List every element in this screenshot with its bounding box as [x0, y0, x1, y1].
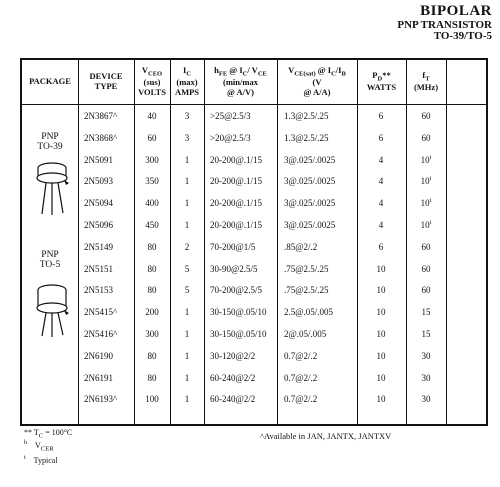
ic-cell — [167, 285, 207, 295]
column-header-ft — [406, 60, 446, 104]
device-type-cell — [84, 329, 117, 339]
cell-text: >25@2.5/3 — [210, 111, 251, 121]
cell-text: 6 — [378, 132, 384, 143]
cell-text: 80 — [147, 241, 157, 252]
cell-text: 30 — [421, 350, 431, 361]
ft-cell — [406, 285, 446, 295]
pd-cell — [361, 242, 401, 252]
cell-text: 3@.025/.0025 — [284, 154, 336, 165]
ft-cell — [406, 155, 446, 165]
cell-text: 100 — [145, 394, 159, 405]
cell-text: 10 — [420, 198, 430, 209]
column-divider — [357, 60, 358, 424]
vceo-cell — [132, 329, 172, 339]
vcesat-cell — [284, 307, 333, 317]
package-label-to39 — [22, 132, 78, 153]
cell-text: 60 — [421, 132, 431, 143]
device-type-cell — [84, 351, 113, 361]
column-header-pd — [357, 60, 406, 104]
vceo-cell — [132, 176, 172, 186]
cell-text: 4 — [378, 154, 384, 165]
cell-text: 20-200@.1/15 — [210, 198, 263, 209]
vceo-cell — [132, 111, 172, 121]
cell-text: 1.3@2.5/.25 — [284, 111, 329, 121]
cell-text: 60-240@2/2 — [210, 394, 256, 405]
column-divider — [277, 60, 278, 424]
vceo-cell — [132, 351, 172, 361]
cell-text: 10 — [376, 263, 386, 274]
cell-text: 1 — [184, 176, 190, 187]
ft-cell — [406, 307, 446, 317]
header-subtitle: PNP TRANSISTOR — [397, 18, 492, 31]
ft-cell — [406, 351, 446, 361]
cell-text: 10 — [376, 350, 386, 361]
cell-text: 2N5093 — [84, 176, 113, 187]
footnote-tc — [24, 429, 72, 440]
cell-text: 2.5@.05/.005 — [284, 307, 334, 318]
cell-text: 2N3867^ — [84, 111, 118, 121]
hfe-cell — [210, 242, 255, 252]
spec-table — [20, 58, 488, 426]
vceo-cell — [132, 242, 172, 252]
column-header-package — [22, 60, 78, 104]
pd-cell — [361, 176, 401, 186]
cell-text: 70-200@2.5/5 — [210, 285, 263, 296]
vcesat-cell — [284, 394, 317, 404]
pd-cell — [361, 373, 401, 383]
ft-cell — [406, 394, 446, 404]
cell-text: 3@.025/.0025 — [284, 176, 336, 187]
footnote-sub: C — [38, 432, 44, 440]
footnote-text: V — [35, 440, 41, 450]
hfe-cell — [210, 220, 262, 230]
cell-text: 4 — [378, 220, 384, 230]
hfe-cell — [210, 351, 255, 361]
cell-text: 80 — [147, 285, 157, 296]
vceo-cell — [132, 133, 172, 143]
column-header-label: $f_T$ (MHz) — [413, 70, 439, 93]
ic-cell — [167, 111, 207, 121]
ic-cell — [167, 264, 207, 274]
cell-text: 10 — [376, 372, 386, 383]
pd-cell — [361, 133, 401, 143]
cell-text: 80 — [147, 372, 157, 383]
column-header-label: $P_D**$ WATTS — [366, 70, 397, 93]
transistor-to5-icon — [30, 282, 74, 338]
cell-text: 15 — [421, 307, 431, 318]
cell-text: 300 — [145, 154, 159, 165]
cell-text: 6 — [378, 111, 384, 121]
header-package: TO-39/TO-5 — [433, 30, 492, 43]
vceo-cell — [132, 264, 172, 274]
ft-cell — [406, 133, 446, 143]
column-header-hfe — [204, 60, 277, 104]
footnote-sub: CER — [40, 445, 54, 453]
column-header-ic — [170, 60, 204, 104]
cell-text: 10 — [420, 176, 430, 187]
column-header-label: $V_{CE(sat)}$ @ $I_C/I_B$ (V @ A/A) — [288, 65, 346, 98]
device-type-cell — [84, 307, 117, 317]
vceo-cell — [132, 155, 172, 165]
device-type-cell — [84, 133, 117, 143]
page-header — [397, 4, 492, 43]
vcesat-cell — [284, 329, 326, 339]
footnote-availability: ^Available in JAN, JANTX, JANTXV — [260, 431, 392, 441]
cell-text: 60-240@2/2 — [210, 372, 256, 383]
ft-cell — [406, 176, 446, 186]
footnote-text: T — [33, 428, 39, 437]
cell-text: 20-200@.1/15 — [210, 154, 263, 165]
typical-mark: t — [429, 198, 432, 205]
cell-text: 0.7@2/.2 — [284, 372, 318, 383]
ic-cell — [167, 133, 207, 143]
hfe-cell — [210, 264, 258, 274]
cell-text: >20@2.5/3 — [210, 132, 251, 143]
cell-text: 2N5416^ — [84, 329, 118, 339]
pd-cell — [361, 394, 401, 404]
cell-text: 3@.025/.0025 — [284, 198, 336, 209]
pd-cell — [361, 351, 401, 361]
vceo-cell — [132, 394, 172, 404]
vcesat-cell — [284, 220, 335, 230]
vcesat-cell — [284, 198, 335, 208]
cell-text: 1 — [184, 307, 190, 318]
cell-text: 20-200@.1/15 — [210, 176, 263, 187]
footnote-mark: h — [24, 440, 27, 446]
ft-cell — [406, 198, 446, 208]
cell-text: 4 — [378, 198, 384, 209]
cell-text: 5 — [184, 285, 190, 296]
cell-text: 1 — [184, 198, 190, 209]
cell-text: 10 — [420, 220, 430, 230]
cell-text: 2N6190 — [84, 350, 113, 361]
footnote-mark: ** — [24, 428, 32, 437]
column-header-vceo — [134, 60, 170, 104]
cell-text: 2N5153 — [84, 285, 113, 296]
cell-text: 0.7@2/.2 — [284, 394, 318, 405]
ic-cell — [167, 307, 207, 317]
vcesat-cell — [284, 264, 329, 274]
typical-mark: t — [429, 154, 432, 161]
vcesat-cell — [284, 351, 317, 361]
cell-text: 2N5415^ — [84, 307, 118, 318]
ft-cell — [406, 373, 446, 383]
cell-text: 2@.05/.005 — [284, 329, 327, 339]
ic-cell — [167, 155, 207, 165]
cell-text: 30 — [421, 372, 431, 383]
cell-text: 400 — [145, 198, 159, 209]
ic-cell — [167, 373, 207, 383]
column-header-label: $I_C$ (max) AMPS — [174, 65, 200, 98]
footnote-mark: t — [24, 455, 26, 461]
device-type-cell — [84, 285, 113, 295]
cell-text: 15 — [421, 329, 431, 339]
cell-text: 2N5151 — [84, 263, 113, 274]
device-type-cell — [84, 176, 113, 186]
vceo-cell — [132, 307, 172, 317]
pd-cell — [361, 220, 401, 230]
column-header-vcesat — [277, 60, 357, 104]
cell-text: 60 — [421, 285, 431, 296]
cell-text: 30 — [421, 394, 431, 405]
cell-text: 60 — [421, 263, 431, 274]
cell-text: 30-150@.05/10 — [210, 329, 267, 339]
ic-cell — [167, 329, 207, 339]
cell-text: 10 — [376, 329, 386, 339]
ic-cell — [167, 351, 207, 361]
footnote-vcer — [24, 440, 54, 453]
hfe-cell — [210, 198, 262, 208]
cell-text: .85@2/.2 — [284, 241, 318, 252]
vceo-cell — [132, 198, 172, 208]
pd-cell — [361, 285, 401, 295]
footnote-rest: = 100°C — [43, 428, 73, 437]
cell-text: 60 — [147, 132, 157, 143]
hfe-cell — [210, 133, 251, 143]
cell-text: 1.3@2.5/.25 — [284, 132, 329, 143]
ic-cell — [167, 176, 207, 186]
cell-text: 5 — [184, 263, 190, 274]
column-header-label: PACKAGE — [29, 76, 71, 87]
cell-text: .75@2.5/.25 — [284, 285, 329, 296]
cell-text: .75@2.5/.25 — [284, 263, 329, 274]
vcesat-cell — [284, 242, 317, 252]
header-divider — [22, 104, 486, 105]
cell-text: 60 — [421, 241, 431, 252]
cell-text: 1 — [184, 329, 190, 339]
cell-text: 350 — [145, 176, 159, 187]
cell-text: 30-90@2.5/5 — [210, 263, 258, 274]
cell-text: 80 — [147, 263, 157, 274]
cell-text: 10 — [376, 307, 386, 318]
cell-text: 30-150@.05/10 — [210, 307, 267, 318]
column-header-label: DEVICE TYPE — [89, 71, 123, 91]
footnote-text: Typical — [33, 455, 58, 465]
cell-text: 300 — [145, 329, 159, 339]
cell-text: 2N6191 — [84, 372, 113, 383]
device-type-cell — [84, 155, 113, 165]
cell-text: 70-200@1/5 — [210, 241, 256, 252]
vcesat-cell — [284, 373, 317, 383]
cell-text: 2N5094 — [84, 198, 113, 209]
cell-text: 200 — [145, 307, 159, 318]
device-type-cell — [84, 220, 113, 230]
cell-text: 3 — [184, 132, 190, 143]
typical-mark: t — [429, 220, 432, 226]
pd-cell — [361, 155, 401, 165]
cell-text: 30-120@2/2 — [210, 350, 256, 361]
cell-text: 80 — [147, 350, 157, 361]
device-type-cell — [84, 394, 117, 404]
column-header-device — [78, 60, 134, 104]
hfe-cell — [210, 155, 262, 165]
device-type-cell — [84, 111, 117, 121]
cell-text: 1 — [184, 154, 190, 165]
cell-text: 10 — [376, 285, 386, 296]
hfe-cell — [210, 373, 255, 383]
ic-cell — [167, 394, 207, 404]
cell-text: 2N5096 — [84, 220, 113, 230]
hfe-cell — [210, 285, 262, 295]
ft-cell — [406, 264, 446, 274]
cell-text: 1 — [184, 220, 190, 230]
package-line: TO-5 — [39, 260, 61, 271]
cell-text: 2 — [184, 241, 190, 252]
cell-text: 1 — [184, 394, 190, 405]
vcesat-cell — [284, 285, 329, 295]
transistor-to39-icon — [30, 160, 74, 216]
header-title: BIPOLAR — [420, 3, 492, 19]
hfe-cell — [210, 176, 262, 186]
cell-text: 450 — [145, 220, 159, 230]
cell-text: 0.7@2/.2 — [284, 350, 318, 361]
cell-text: 2N3868^ — [84, 132, 118, 143]
column-divider — [78, 60, 79, 424]
vcesat-cell — [284, 155, 335, 165]
hfe-cell — [210, 307, 267, 317]
package-label-to5 — [22, 250, 78, 271]
cell-text: 2N5091 — [84, 154, 113, 165]
cell-text: 1 — [184, 372, 190, 383]
package-line: PNP — [41, 250, 59, 260]
cell-text: 10 — [420, 154, 430, 165]
vcesat-cell — [284, 133, 329, 143]
ft-cell — [406, 329, 446, 339]
device-type-cell — [84, 242, 113, 252]
footnote-typical — [24, 455, 58, 465]
package-line: TO-39 — [37, 142, 63, 153]
hfe-cell — [210, 394, 255, 404]
column-header-label: $h_{FE}$ @ $I_C/$ $V_{CE}$ (min/max @ A/V) — [214, 65, 267, 98]
vcesat-cell — [284, 176, 335, 186]
cell-text: 1 — [184, 350, 190, 361]
cell-text: 2N6193^ — [84, 394, 118, 405]
pd-cell — [361, 264, 401, 274]
pd-cell — [361, 111, 401, 121]
column-header-label: $V_{CEO}$ (sus) VOLTS — [138, 65, 166, 98]
pd-cell — [361, 307, 401, 317]
ft-cell — [406, 111, 446, 121]
vceo-cell — [132, 285, 172, 295]
ft-cell — [406, 242, 446, 252]
hfe-cell — [210, 111, 251, 121]
cell-text: 3@.025/.0025 — [284, 220, 336, 230]
typical-mark: t — [429, 176, 432, 183]
ic-cell — [167, 198, 207, 208]
device-type-cell — [84, 198, 113, 208]
cell-text: 6 — [378, 241, 384, 252]
pd-cell — [361, 329, 401, 339]
cell-text: 40 — [147, 111, 157, 121]
hfe-cell — [210, 329, 267, 339]
cell-text: 10 — [376, 394, 386, 405]
ic-cell — [167, 242, 207, 252]
device-type-cell — [84, 373, 113, 383]
column-divider — [446, 60, 447, 424]
cell-text: 2N5149 — [84, 241, 113, 252]
package-line: PNP — [41, 132, 59, 142]
ft-cell — [406, 220, 446, 230]
device-type-cell — [84, 264, 113, 274]
vceo-cell — [132, 373, 172, 383]
vcesat-cell — [284, 111, 329, 121]
cell-text: 4 — [378, 176, 384, 187]
ic-cell — [167, 220, 207, 230]
cell-text: 60 — [421, 111, 431, 121]
cell-text: 20-200@.1/15 — [210, 220, 263, 230]
cell-text: 3 — [184, 111, 190, 121]
vceo-cell — [132, 220, 172, 230]
pd-cell — [361, 198, 401, 208]
